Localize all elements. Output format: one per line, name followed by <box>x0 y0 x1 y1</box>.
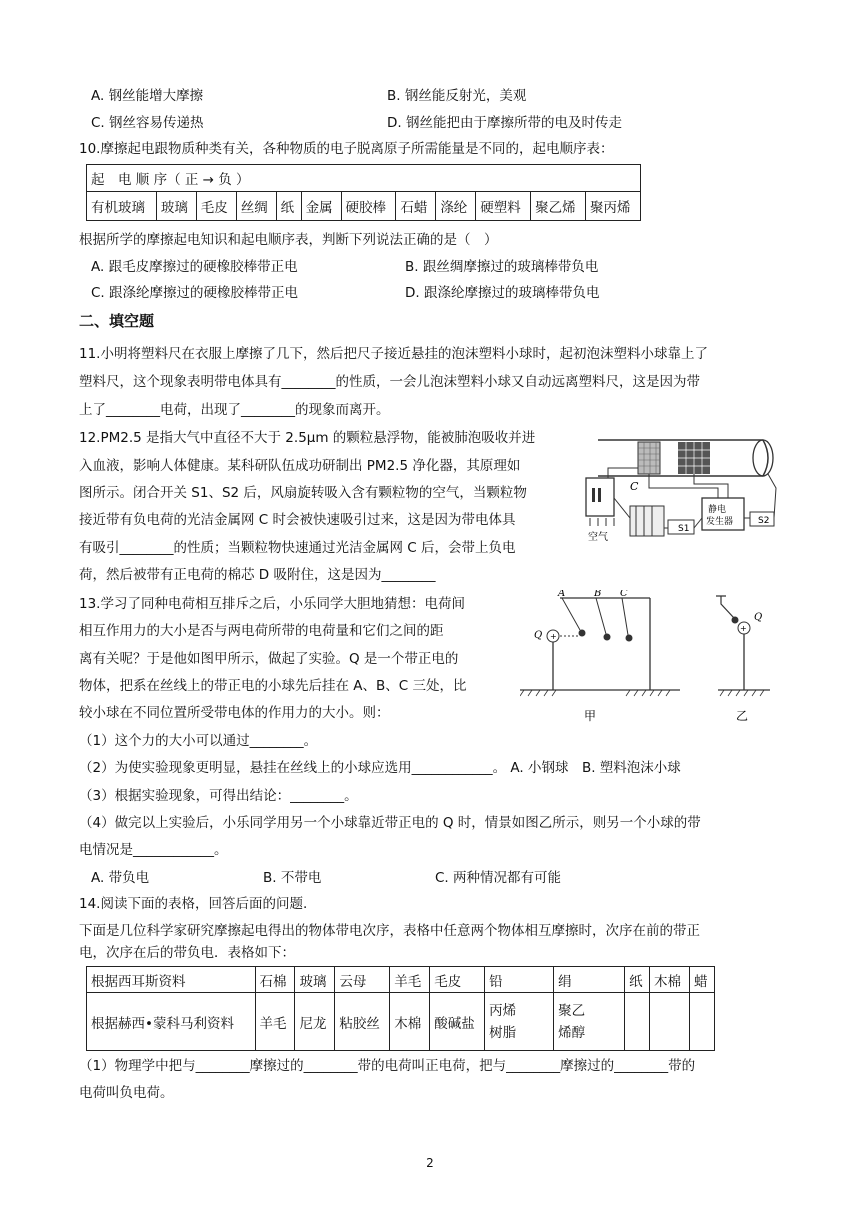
q10-stem: 10.摩擦起电跟物质种类有关，各种物质的电子脱离原子所需能量是不同的，起电顺序表： <box>79 141 614 157</box>
q13-line: （2）为使实验现象更明显，悬挂在丝线上的小球应选用____________。 A. 小钢球 B. 塑料泡沫小球 <box>79 760 681 776</box>
label-air: 空气 <box>588 532 608 543</box>
table-cell: 木棉 <box>390 993 430 1051</box>
q13-line: 电情况是____________。 <box>79 842 228 858</box>
table-cell: 涤纶 <box>436 192 476 221</box>
q13-line: 物体，把系在丝线上的带正电的小球先后挂在 A、B、C 三处，比 <box>79 678 467 694</box>
label-yi: 乙 <box>736 709 749 723</box>
q13-line: （3）根据实验现象，可得出结论：________。 <box>79 788 358 804</box>
svg-text:+: + <box>740 624 747 633</box>
q13-line: 离有关呢？于是他如图甲所示，做起了实验。Q 是一个带正电的 <box>79 651 459 667</box>
table-cell: 毛皮 <box>196 192 236 221</box>
label-s2: S2 <box>758 516 770 526</box>
q12-line: 荷，然后被带有正电荷的棉芯 D 吸附住，这是因为________ <box>79 567 436 583</box>
coulomb-experiment-diagram <box>520 590 780 730</box>
label-generator: 静电 <box>708 505 727 515</box>
section-title: 二、填空题 <box>79 312 155 330</box>
q9-option-b: B. 钢丝能反射光，美观 <box>387 88 527 104</box>
q11-line: 塑料尺，这个现象表明带电体具有________的性质，一会儿泡沫塑料小球又自动远离塑料尺，这是因为带 <box>79 374 700 390</box>
q14-intro: 下面是几位科学家研究摩擦起电得出的物体带电次序，表格中任意两个物体相互摩擦时，次序在前的带正 <box>79 923 700 939</box>
q9-option-d: D. 钢丝能把由于摩擦所带的电及时传走 <box>387 115 622 131</box>
table-cell: 粘胶丝 <box>335 993 390 1051</box>
table-cell: 根据西耳斯资料 <box>87 967 256 993</box>
table-cell: 羊毛 <box>390 967 430 993</box>
q12-line: 图所示。闭合开关 S1、S2 后，风扇旋转吸入含有颗粒物的空气，当颗粒物 <box>79 485 527 501</box>
table-cell: 毛皮 <box>430 967 485 993</box>
svg-text:Q: Q <box>754 612 763 623</box>
table-cell: 根据赫西•蒙科马利资料 <box>87 993 256 1051</box>
label-generator: 发生器 <box>706 517 734 527</box>
table-cell: 蜡 <box>689 967 714 993</box>
label-a: A <box>558 590 566 599</box>
table-cell <box>689 993 714 1051</box>
label-q: Q <box>534 630 543 641</box>
q10-option-a: A. 跟毛皮摩擦过的硬橡胶棒带正电 <box>91 259 298 275</box>
table-cell: 玻璃 <box>295 967 335 993</box>
table-cell: 石棉 <box>255 967 295 993</box>
table-cell: 云母 <box>335 967 390 993</box>
table-cell <box>554 993 625 1051</box>
q13-line: 较小球在不同位置所受带电体的作用力的大小。则： <box>79 705 390 721</box>
q11-line: 上了________电荷，出现了________的现象而离开。 <box>79 402 390 418</box>
table-cell: 玻璃 <box>156 192 196 221</box>
table-cell: 羊毛 <box>255 993 295 1051</box>
q9-option-a: A. 钢丝能增大摩擦 <box>91 88 204 104</box>
table-cell: 丝绸 <box>236 192 276 221</box>
table-cell: 绢 <box>554 967 625 993</box>
q13-line: （1）这个力的大小可以通过________。 <box>79 733 318 749</box>
q14-intro: 电，次序在后的带负电．表格如下： <box>79 945 295 961</box>
table-cell <box>485 993 554 1051</box>
q9-option-c: C. 钢丝容易传递热 <box>91 115 204 131</box>
table-cell-line: 树脂 <box>489 1024 517 1041</box>
table-cell: 石蜡 <box>396 192 436 221</box>
q13-line: （4）做完以上实验后，小乐同学用另一个小球靠近带正电的 Q 时，情景如图乙所示，则另一个小球的带 <box>79 815 701 831</box>
q14-title: 14.阅读下面的表格，回答后面的问题. <box>79 896 308 912</box>
table-cell: 尼龙 <box>295 993 335 1051</box>
charge-sequence-table <box>86 164 641 221</box>
table-cell <box>625 993 650 1051</box>
q12-line: 12.PM2.5 是指大气中直径不大于 2.5μm 的颗粒悬浮物，能被肺泡吸收并进 <box>79 430 536 446</box>
triboelectric-table <box>86 966 715 1051</box>
table-cell: 有机玻璃 <box>87 192 157 221</box>
q12-line: 接近带有负电荷的光洁金属网 C 时会被快速吸引过来，这是因为带电体具 <box>79 512 516 528</box>
table-cell: 酸碱盐 <box>430 993 485 1051</box>
q14-sub1: （1）物理学中把与________摩擦过的________带的电荷叫正电荷，把与________摩擦过的________带的 <box>79 1058 696 1074</box>
q12-line: 有吸引________的性质；当颗粒物快速通过光洁金属网 C 后，会带上负电 <box>79 540 516 556</box>
table-cell: 纸 <box>625 967 650 993</box>
battery <box>630 506 664 536</box>
table-cell-line: 烯醇 <box>558 1024 586 1041</box>
label-jia: 甲 <box>584 709 597 723</box>
table-cell: 硬胶棒 <box>341 192 396 221</box>
q10-option-d: D. 跟涤纶摩擦过的玻璃棒带负电 <box>405 285 600 301</box>
purifier-diagram <box>578 428 778 588</box>
label-b: B <box>594 590 602 599</box>
table-cell <box>650 993 690 1051</box>
label-s1: S1 <box>678 524 690 534</box>
q10-option-c: C. 跟涤纶摩擦过的硬橡胶棒带正电 <box>91 285 299 301</box>
table-cell: 纸 <box>276 192 301 221</box>
label-c2: C <box>620 590 628 599</box>
table-cell: 金属 <box>301 192 341 221</box>
q13-option-a: A. 带负电 <box>91 870 150 886</box>
q13-option-c: C. 两种情况都有可能 <box>435 870 562 886</box>
q10-option-b: B. 跟丝绸摩擦过的玻璃棒带负电 <box>405 259 599 275</box>
q13-line: 相互作用力的大小是否与两电荷所带的电荷量和它们之间的距 <box>79 623 444 639</box>
q14-sub1: 电荷叫负电荷。 <box>79 1085 174 1101</box>
table-cell: 硬塑料 <box>476 192 531 221</box>
table-cell-line: 丙烯 <box>489 1002 517 1019</box>
table-cell: 木棉 <box>650 967 690 993</box>
table-cell: 聚乙烯 <box>531 192 586 221</box>
svg-text:+: + <box>550 632 557 641</box>
q11-line: 11.小明将塑料尺在衣服上摩擦了几下，然后把尺子接近悬挂的泡沫塑料小球时，起初泡沫塑料小球靠上了 <box>79 346 708 362</box>
label-c: C <box>630 480 639 493</box>
q12-line: 入血液，影响人体健康。某科研队伍成功研制出 PM2.5 净化器，其原理如 <box>79 458 521 474</box>
q10-question: 根据所学的摩擦起电知识和起电顺序表，判断下列说法正确的是（ ） <box>79 232 498 248</box>
table-cell: 聚丙烯 <box>586 192 641 221</box>
q13-option-b: B. 不带电 <box>263 870 322 886</box>
q13-line: 13.学习了同种电荷相互排斥之后，小乐同学大胆地猜想：电荷间 <box>79 596 465 612</box>
table-cell-line: 聚乙 <box>558 1002 586 1019</box>
page-number: 2 <box>426 1156 434 1170</box>
table-header: 起 电 顺 序（ 正 → 负 ） <box>87 165 641 192</box>
table-cell: 铅 <box>485 967 554 993</box>
metal-mesh-c <box>638 442 660 474</box>
